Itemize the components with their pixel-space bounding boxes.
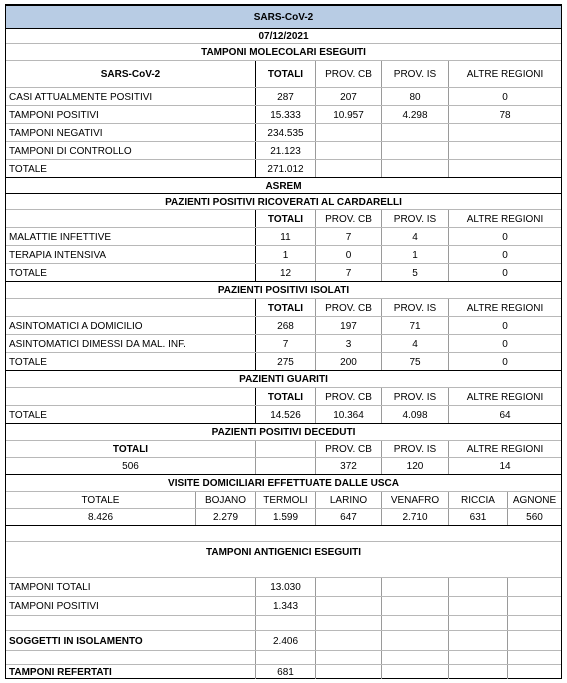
col-agnone: AGNONE — [512, 495, 557, 506]
table-row — [6, 227, 561, 246]
bulletin-table — [5, 4, 562, 679]
row-label: TOTALE — [6, 264, 256, 282]
col-prov-is: PROV. IS — [382, 388, 449, 406]
col-totali: TOTALI — [256, 299, 316, 317]
row-label: ASINTOMATICI A DOMICILIO — [6, 317, 256, 335]
table-title-row — [6, 5, 561, 29]
cell-totali: 11 — [256, 228, 316, 246]
col-altre-regioni: ALTRE REGIONI — [466, 69, 544, 80]
table-row — [6, 316, 561, 335]
cell-totali: 268 — [256, 317, 316, 335]
report-date: 07/12/2021 — [258, 31, 309, 42]
asrem-label: ASREM — [265, 180, 302, 192]
antigenici-heading: TAMPONI ANTIGENICI ESEGUITI — [205, 546, 361, 558]
cell-prov-cb: 7 — [316, 264, 382, 282]
cell-totali: 7 — [256, 335, 316, 353]
usca-heading-row — [6, 474, 561, 492]
row-label: ASINTOMATICI DIMESSI DA MAL. INF. — [6, 335, 256, 353]
spacer-row — [6, 650, 561, 665]
cell-totali: 275 — [256, 353, 316, 371]
col-altre-regioni: ALTRE REGIONI — [466, 391, 544, 403]
col-prov-cb: PROV. CB — [316, 61, 382, 88]
refertati-value: 681 — [256, 665, 316, 679]
cell-totali: 234.535 — [256, 124, 316, 142]
col-venafro: VENAFRO — [382, 492, 449, 509]
isolamento-label: SOGGETTI IN ISOLAMENTO — [6, 631, 256, 651]
col-prov-is: PROV. IS — [382, 210, 449, 228]
table-row — [6, 630, 561, 651]
row-label: TOTALE — [6, 406, 256, 424]
cell-prov-is — [382, 160, 449, 178]
deceduti-header-row — [6, 440, 561, 458]
cell-prov-is — [382, 124, 449, 142]
asrem-row — [6, 177, 561, 194]
table-row — [6, 596, 561, 616]
cell-prov-cb: 207 — [316, 88, 382, 106]
col-prov-is: PROV. IS — [382, 299, 449, 317]
ricoverati-header-row — [6, 209, 561, 228]
table-row — [6, 457, 561, 475]
col-altre-regioni: ALTRE REGIONI — [466, 302, 544, 314]
cell-totali: 14.526 — [256, 406, 316, 424]
table-row — [6, 87, 561, 106]
col-totale: TOTALE — [6, 492, 196, 509]
usca-header-row — [6, 491, 561, 509]
table-row — [6, 263, 561, 282]
cell-altre: 0 — [502, 356, 508, 368]
cell-altre: 0 — [502, 249, 508, 261]
cell-prov-is: 4.098 — [382, 406, 449, 424]
cell-venafro: 2.710 — [382, 509, 449, 526]
guariti-heading: PAZIENTI GUARITI — [239, 374, 328, 385]
isolamento-value: 2.406 — [256, 631, 316, 651]
table-row — [6, 245, 561, 264]
col-totali: TOTALI — [256, 388, 316, 406]
blank-row — [6, 561, 561, 577]
col-prov-cb: PROV. CB — [316, 299, 382, 317]
table-row — [6, 105, 561, 124]
date-row — [6, 28, 561, 44]
deceduti-heading-row — [6, 423, 561, 441]
cell-prov-cb — [316, 124, 382, 142]
col-prov-cb: PROV. CB — [316, 441, 382, 458]
row-label: TOTALE — [6, 160, 256, 178]
cell-altre: 0 — [502, 338, 508, 350]
table-row — [6, 405, 561, 424]
molecolari-header-row — [6, 60, 561, 88]
cell-altre — [449, 142, 561, 160]
table-row — [6, 159, 561, 178]
cell-prov-is: 4.298 — [382, 106, 449, 124]
row-label: TAMPONI POSITIVI — [6, 106, 256, 124]
cell-altre: 0 — [502, 320, 508, 332]
cell-prov-is: 75 — [382, 353, 449, 371]
row-label: TAMPONI POSITIVI — [6, 597, 256, 616]
table-row — [6, 334, 561, 353]
row-label: TAMPONI NEGATIVI — [6, 124, 256, 142]
spacer-row — [6, 615, 561, 631]
table-row — [6, 664, 561, 679]
table-row — [6, 508, 561, 526]
row-label: TOTALE — [6, 353, 256, 371]
ricoverati-heading-row — [6, 193, 561, 210]
table-row — [6, 123, 561, 142]
antigenici-heading-row — [6, 541, 561, 562]
cell-prov-cb — [316, 160, 382, 178]
col-totali: TOTALI — [256, 61, 316, 88]
col-prov-cb: PROV. CB — [316, 210, 382, 228]
col-termoli: TERMOLI — [256, 492, 316, 509]
cell-prov-cb: 372 — [316, 458, 382, 475]
row-label: CASI ATTUALMENTE POSITIVI — [6, 88, 256, 106]
refertati-label: TAMPONI REFERTATI — [6, 665, 256, 679]
cell-prov-is: 4 — [382, 228, 449, 246]
cell-value: 13.030 — [256, 578, 316, 597]
molecolari-subject: SARS-CoV-2 — [6, 61, 256, 88]
cell-value: 1.343 — [256, 597, 316, 616]
cell-prov-cb: 10.364 — [316, 406, 382, 424]
isolati-heading: PAZIENTI POSITIVI ISOLATI — [217, 285, 350, 296]
cell-totali: 287 — [256, 88, 316, 106]
row-label: TAMPONI DI CONTROLLO — [6, 142, 256, 160]
cell-altre: 78 — [499, 109, 511, 121]
cell-altre: 0 — [502, 91, 508, 103]
col-larino: LARINO — [316, 492, 382, 509]
cell-altre: 0 — [502, 267, 508, 279]
cell-altre — [449, 160, 561, 178]
cell-altre — [449, 124, 561, 142]
cell-prov-cb: 197 — [316, 317, 382, 335]
row-label: MALATTIE INFETTIVE — [6, 228, 256, 246]
cell-totali: 21.123 — [256, 142, 316, 160]
table-title: SARS-CoV-2 — [253, 12, 314, 23]
cell-prov-is — [382, 142, 449, 160]
cell-prov-cb: 10.957 — [316, 106, 382, 124]
guariti-header-row — [6, 387, 561, 406]
cell-prov-is: 4 — [382, 335, 449, 353]
table-row — [6, 352, 561, 371]
usca-heading: VISITE DOMICILIARI EFFETTUATE DALLE USCA — [168, 478, 399, 489]
cell-prov-is: 80 — [382, 88, 449, 106]
col-riccia: RICCIA — [449, 492, 508, 509]
isolati-heading-row — [6, 281, 561, 299]
cell-altre: 14 — [499, 461, 511, 472]
table-row — [6, 577, 561, 597]
isolati-header-row — [6, 298, 561, 317]
cell-prov-cb: 7 — [316, 228, 382, 246]
table-row — [6, 141, 561, 160]
cell-prov-is: 71 — [382, 317, 449, 335]
molecolari-heading: TAMPONI MOLECOLARI ESEGUITI — [201, 47, 366, 58]
cell-prov-cb: 200 — [316, 353, 382, 371]
cell-bojano: 2.279 — [196, 509, 256, 526]
cell-prov-is: 5 — [382, 264, 449, 282]
cell-termoli: 1.599 — [256, 509, 316, 526]
col-totali: TOTALI — [256, 210, 316, 228]
col-altre-regioni: ALTRE REGIONI — [466, 213, 544, 225]
blank-row — [6, 525, 561, 542]
ricoverati-heading: PAZIENTI POSITIVI RICOVERATI AL CARDARELLI — [165, 196, 402, 208]
cell-prov-is: 120 — [382, 458, 449, 475]
cell-riccia: 631 — [449, 509, 508, 526]
cell-altre: 64 — [499, 409, 511, 421]
row-label: TERAPIA INTENSIVA — [6, 246, 256, 264]
cell-agnone: 560 — [526, 512, 543, 523]
cell-prov-cb: 0 — [316, 246, 382, 264]
cell-totali: 12 — [256, 264, 316, 282]
cell-larino: 647 — [316, 509, 382, 526]
cell-totali: 15.333 — [256, 106, 316, 124]
col-prov-is: PROV. IS — [382, 61, 449, 88]
cell-totale: 8.426 — [6, 509, 196, 526]
col-altre-regioni: ALTRE REGIONI — [466, 444, 544, 455]
col-prov-is: PROV. IS — [382, 441, 449, 458]
col-bojano: BOJANO — [196, 492, 256, 509]
molecolari-heading-row — [6, 43, 561, 61]
col-totali: TOTALI — [6, 441, 256, 458]
cell-totali: 506 — [6, 458, 256, 475]
row-label: TAMPONI TOTALI — [6, 578, 256, 597]
cell-prov-cb — [316, 142, 382, 160]
deceduti-heading: PAZIENTI POSITIVI DECEDUTI — [211, 427, 356, 438]
cell-altre: 0 — [502, 231, 508, 243]
cell-prov-is: 1 — [382, 246, 449, 264]
cell-totali: 271.012 — [256, 160, 316, 178]
col-prov-cb: PROV. CB — [316, 388, 382, 406]
guariti-heading-row — [6, 370, 561, 388]
cell-prov-cb: 3 — [316, 335, 382, 353]
cell-totali: 1 — [256, 246, 316, 264]
